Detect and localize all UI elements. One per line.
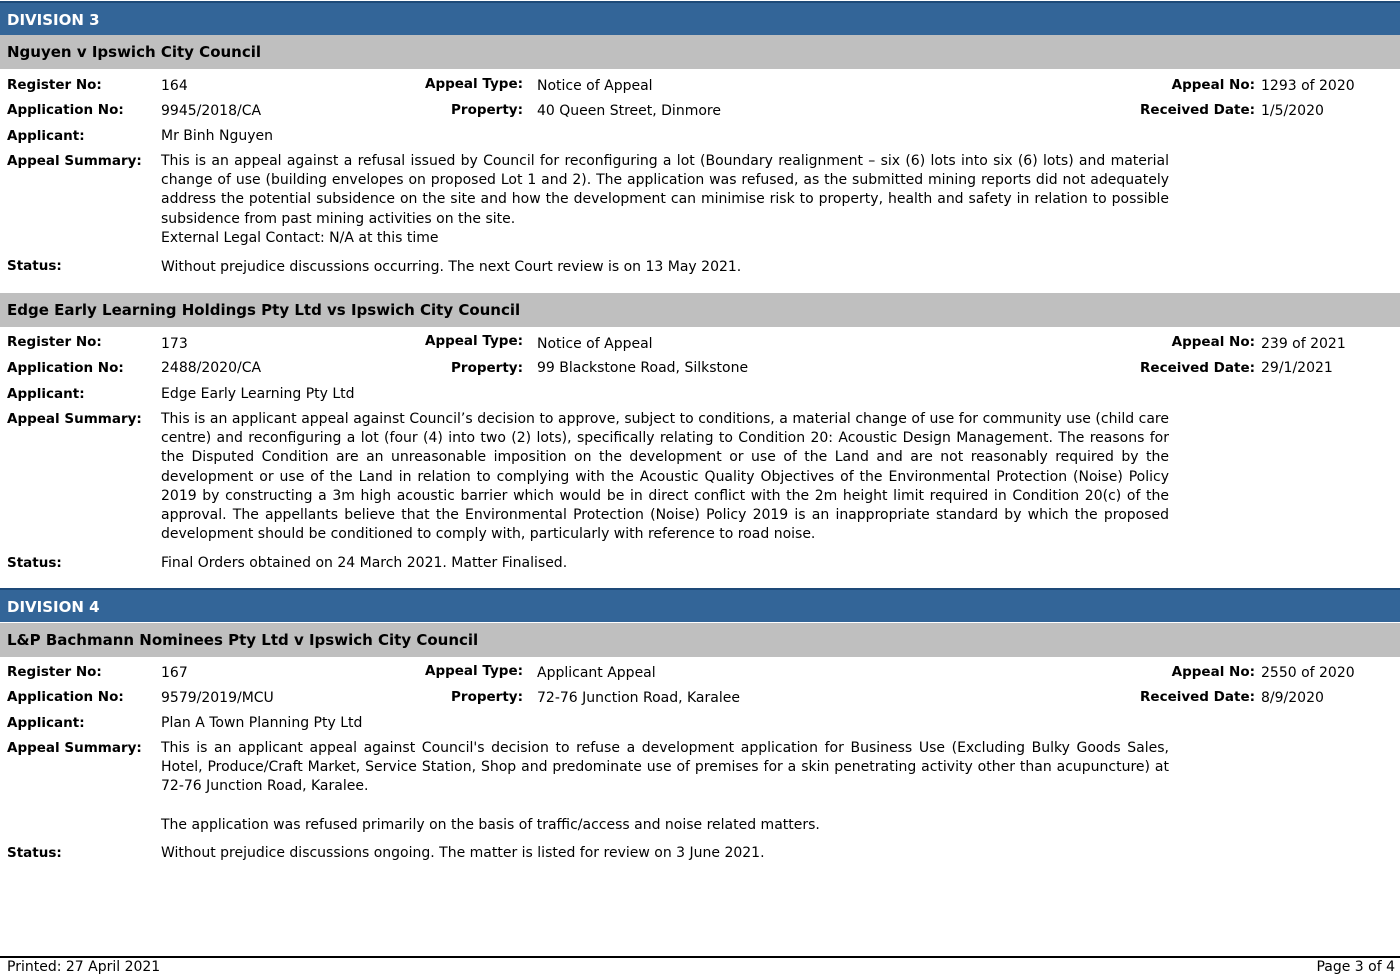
appeal-type-label: Appeal Type: (425, 333, 523, 349)
appeal-type-value: Notice of Appeal (537, 78, 653, 94)
property-value: 72-76 Junction Road, Karalee (537, 690, 740, 706)
register-no-label: Register No: (7, 664, 102, 680)
applicant-value: Edge Early Learning Pty Ltd (161, 386, 355, 402)
division-header: DIVISION 3 (0, 1, 1400, 35)
summary-paragraph: This is an applicant appeal against Council's decision to refuse a development application for Business Use (Excluding Bulky Goods Sales, Hotel, Produce/Craft Market, Service Station, Shop and predominate use of premises for a skin penetrating activity other than acupuncture) at 72-76 Junction Road, Karalee. (161, 740, 1169, 795)
applicant-value: Plan A Town Planning Pty Ltd (161, 715, 363, 731)
appeal-type-label: Appeal Type: (425, 76, 523, 92)
appeal-summary-label: Appeal Summary: (7, 153, 142, 169)
register-no-value: 167 (161, 665, 188, 681)
summary-paragraph: This is an appeal against a refusal issued by Council for reconfiguring a lot (Boundary realignment – six (6) lots into six (6) lots) and material change of use (building envelopes on proposed Lot 1 and 2). The application was refused, as the submitted mining reports did not adequately address the potential subsidence on the site and how the development can minimise risk to property, health and safety in relation to possible subsidence from past mining activities on the site. (161, 153, 1169, 227)
appeal-type-value: Notice of Appeal (537, 336, 653, 352)
application-no-value: 9945/2018/CA (161, 103, 262, 119)
printed-date: Printed: 27 April 2021 (7, 959, 161, 975)
appeal-summary-text (161, 410, 1169, 544)
appeal-no-label: Appeal No: (1171, 664, 1255, 680)
property-value: 40 Queen Street, Dinmore (537, 103, 721, 119)
applicant-label: Applicant: (7, 128, 85, 144)
register-no-value: 164 (161, 78, 188, 94)
application-no-label: Application No: (7, 360, 124, 376)
received-date-label: Received Date: (1140, 689, 1255, 705)
summary-paragraph: The application was refused primarily on the basis of traffic/access and noise related matters. (161, 816, 820, 833)
case-title: Nguyen v Ipswich City Council (0, 35, 1400, 69)
application-no-label: Application No: (7, 689, 124, 705)
received-date-label: Received Date: (1140, 360, 1255, 376)
status-label: Status: (7, 845, 62, 861)
appeal-type-label: Appeal Type: (425, 663, 523, 679)
application-no-value: 9579/2019/MCU (161, 690, 274, 706)
appeal-no-label: Appeal No: (1171, 77, 1255, 93)
appeal-summary-label: Appeal Summary: (7, 740, 142, 756)
received-date-value: 1/5/2020 (1261, 103, 1324, 119)
status-value: Final Orders obtained on 24 March 2021. Matter Finalised. (161, 555, 568, 571)
footer-divider (0, 956, 1400, 958)
received-date-value: 8/9/2020 (1261, 690, 1324, 706)
applicant-label: Applicant: (7, 386, 85, 402)
appeal-no-value: 2550 of 2020 (1261, 665, 1355, 681)
register-no-label: Register No: (7, 334, 102, 350)
summary-paragraph (161, 797, 1169, 816)
register-no-value: 173 (161, 336, 188, 352)
case-title: L&P Bachmann Nominees Pty Ltd v Ipswich City Council (0, 623, 1400, 657)
status-value: Without prejudice discussions occurring. The next Court review is on 13 May 2021. (161, 259, 742, 275)
received-date-label: Received Date: (1140, 102, 1255, 118)
property-value: 99 Blackstone Road, Silkstone (537, 360, 749, 376)
property-label: Property: (451, 102, 523, 118)
application-no-label: Application No: (7, 102, 124, 118)
appeal-summary-text (161, 739, 1169, 835)
appeal-no-value: 239 of 2021 (1261, 336, 1346, 352)
property-label: Property: (451, 689, 523, 705)
received-date-value: 29/1/2021 (1261, 360, 1333, 376)
property-label: Property: (451, 360, 523, 376)
status-label: Status: (7, 555, 62, 571)
status-value: Without prejudice discussions ongoing. The matter is listed for review on 3 June 2021. (161, 845, 765, 861)
summary-paragraph: External Legal Contact: N/A at this time (161, 229, 439, 246)
page-number: Page 3 of 4 (1316, 959, 1395, 975)
appeal-no-label: Appeal No: (1171, 334, 1255, 350)
appeal-no-value: 1293 of 2020 (1261, 78, 1355, 94)
summary-paragraph: This is an applicant appeal against Council’s decision to approve, subject to conditions, a material change of use for community use (child care centre) and reconfiguring a lot (four (4) into two (2) lots), specifically relating to Condition 20: Acoustic Design Management. The reasons for the Disputed Condition are an unreasonable imposition on the development or use of the Land and are not reasonably required by the development or use of the Land in relation to complying with the Acoustic Quality Objectives of the Environmental Protection (Noise) Policy 2019 by constructing a 3m high acoustic barrier which would be in direct conflict with the 2m height limit required in Condition 20(c) of the approval. The appellants believe that the Environmental Protection (Noise) Policy 2019 is an inappropriate standard by which the proposed development should be conditioned to comply with, particularly with reference to road noise. (161, 411, 1169, 543)
case-title: Edge Early Learning Holdings Pty Ltd vs Ipswich City Council (0, 293, 1400, 327)
appeal-summary-text (161, 152, 1169, 248)
register-no-label: Register No: (7, 77, 102, 93)
application-no-value: 2488/2020/CA (161, 360, 262, 376)
status-label: Status: (7, 258, 62, 274)
appeal-type-value: Applicant Appeal (537, 665, 656, 681)
appeal-summary-label: Appeal Summary: (7, 411, 142, 427)
division-header: DIVISION 4 (0, 588, 1400, 622)
applicant-label: Applicant: (7, 715, 85, 731)
applicant-value: Mr Binh Nguyen (161, 128, 273, 144)
